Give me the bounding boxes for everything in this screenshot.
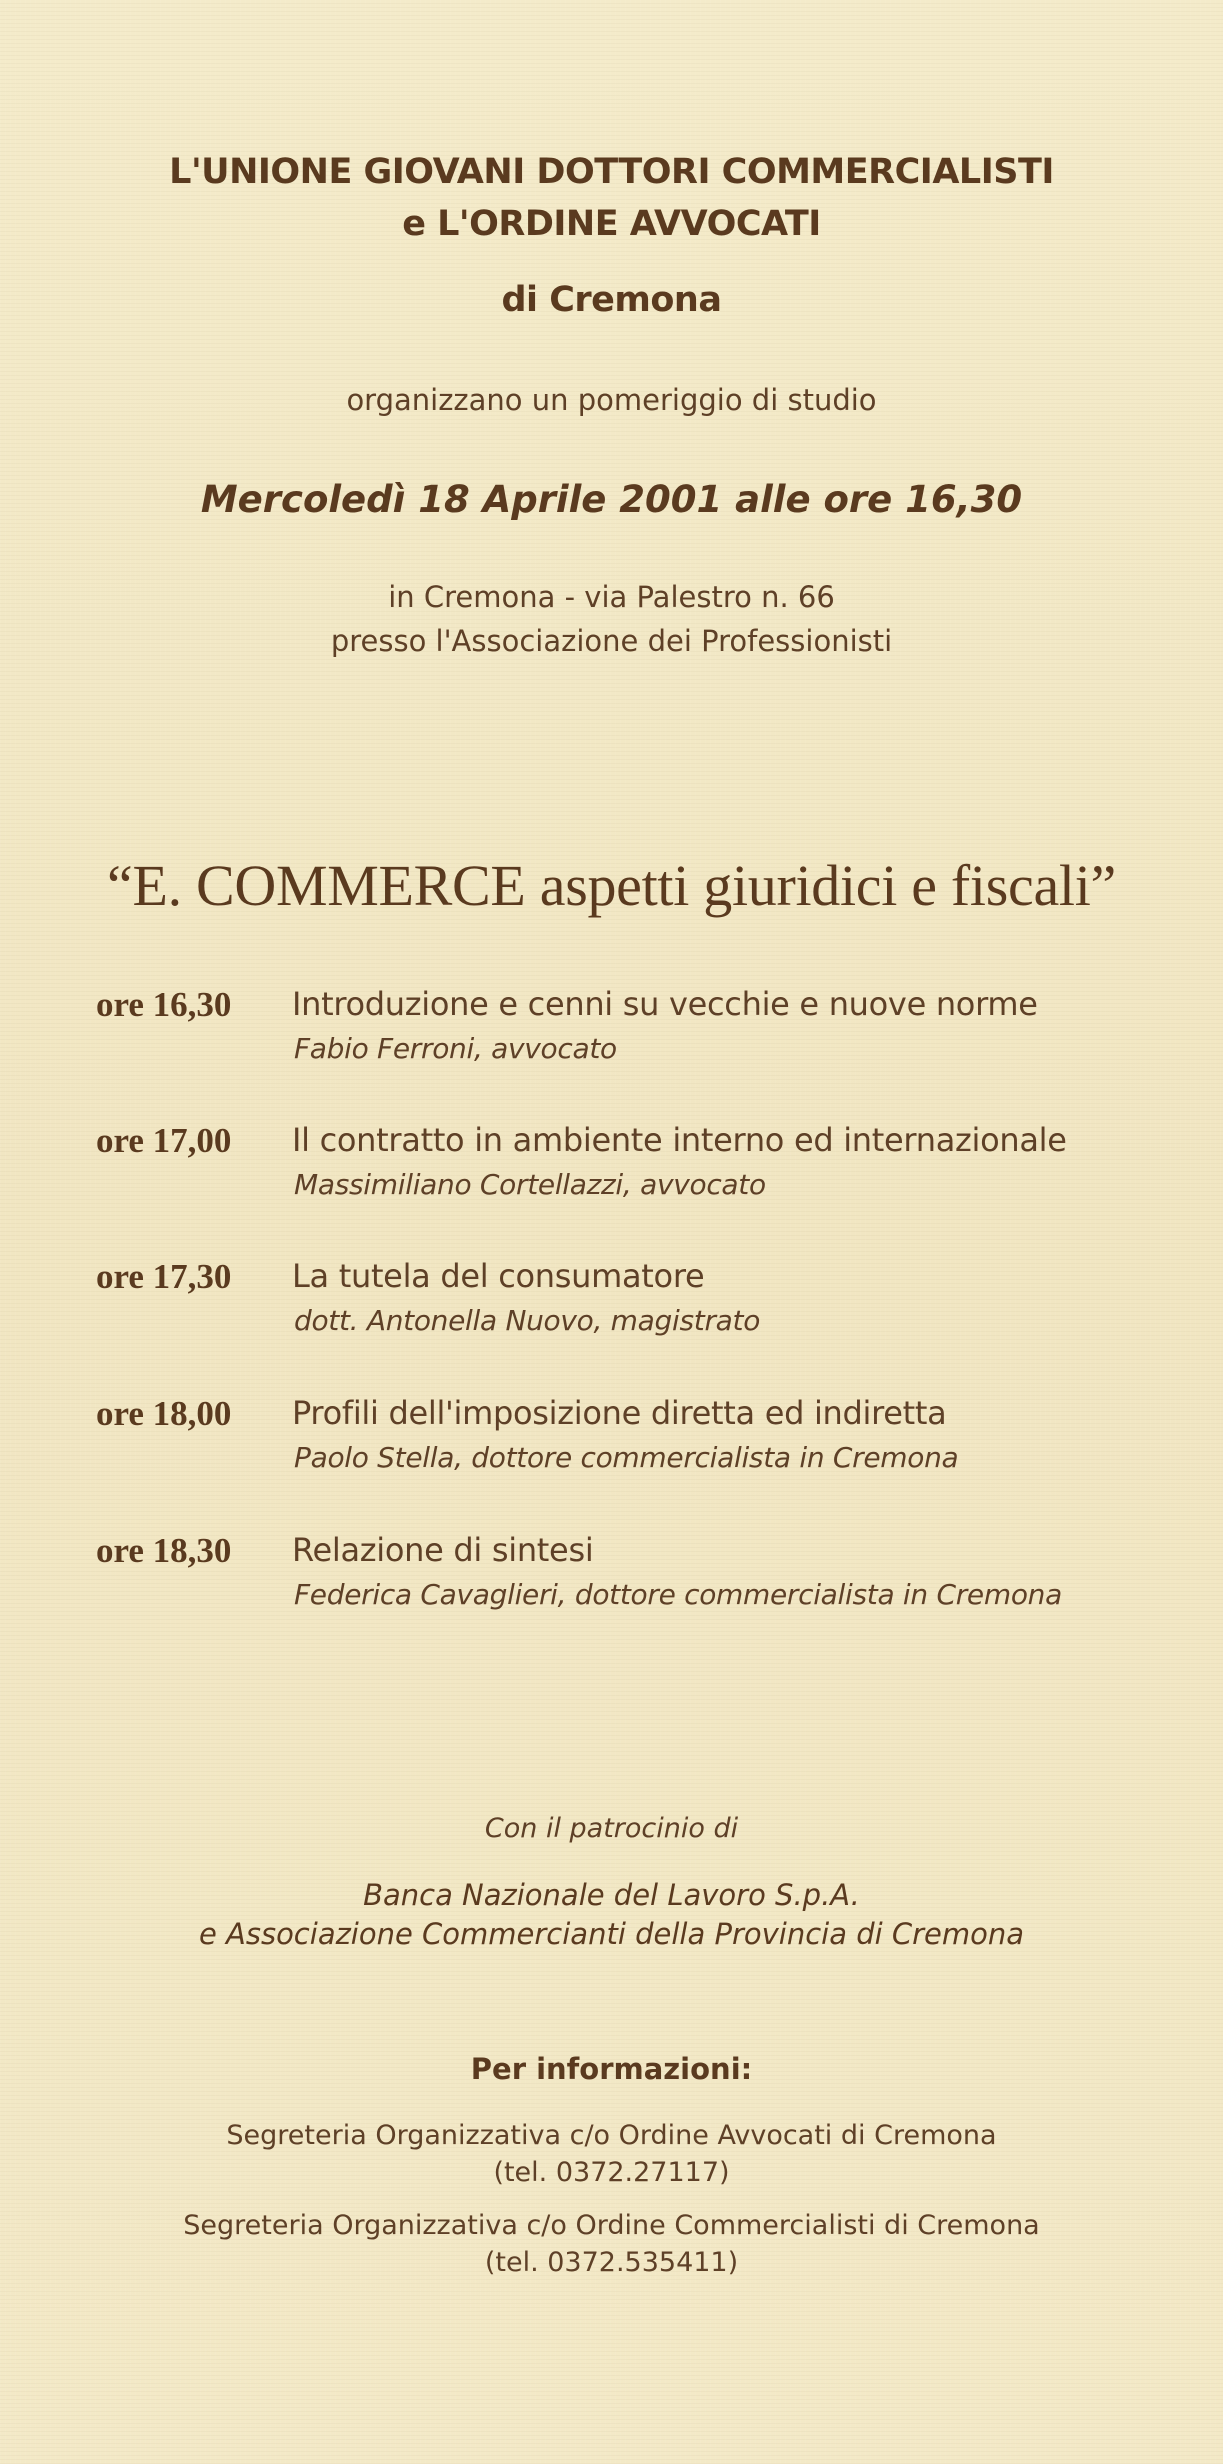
info-title: Per informazioni: [470,2052,753,2086]
info-contact-phone: (tel. 0372.27117) [493,2157,730,2188]
program-time: ore 17,00 [96,1121,232,1160]
info-contact-name: Segreteria Organizzativa c/o Ordine Commercialisti di Cremona [183,2210,1040,2241]
program-item [0,1257,1223,1367]
info-contact-name: Segreteria Organizzativa c/o Ordine Avvocati di Cremona [226,2120,997,2151]
program-speaker: Paolo Stella, dottore commercialista in Cremona [294,1441,959,1474]
program-topic: Introduzione e cenni su vecchie e nuove norme [292,985,1038,1023]
event-date: Mercoledì 18 Aprile 2001 alle ore 16,30 [200,478,1023,521]
patronage-sponsor-2: e Associazione Commercianti della Provincia di Cremona [198,1917,1025,1951]
intro-text: organizzano un pomeriggio di studio [346,383,877,417]
info-contact-phone: (tel. 0372.535411) [484,2247,739,2278]
program-item [0,1394,1223,1504]
patronage-label: Con il patrocinio di [484,1813,739,1844]
patronage-sponsor-1: Banca Nazionale del Lavoro S.p.A. [363,1878,860,1912]
program-speaker: Federica Cavaglieri, dottore commercialista in Cremona [294,1578,1062,1611]
program-topic: La tutela del consumatore [292,1257,705,1295]
program-topic: Profili dell'imposizione diretta ed indiretta [292,1394,947,1432]
program-time: ore 16,30 [96,985,232,1024]
program-topic: Relazione di sintesi [292,1531,594,1569]
program-speaker: dott. Antonella Nuovo, magistrato [294,1304,761,1337]
program-speaker: Fabio Ferroni, avvocato [294,1032,617,1065]
program-speaker: Massimiliano Cortellazzi, avvocato [294,1168,766,1201]
header-organizer-1: L'UNIONE GIOVANI DOTTORI COMMERCIALISTI [169,152,1054,192]
program-topic: Il contratto in ambiente interno ed internazionale [292,1121,1067,1159]
program-item [0,985,1223,1095]
header-city: di Cremona [501,280,722,320]
program-time: ore 18,00 [96,1394,232,1433]
program-time: ore 18,30 [96,1531,232,1570]
program-item [0,1121,1223,1231]
program-item [0,1531,1223,1641]
header-organizer-2: e L'ORDINE AVVOCATI [402,204,821,244]
event-title: “E. COMMERCE aspetti giuridici e fiscali” [107,853,1116,918]
program-time: ore 17,30 [96,1257,232,1296]
location-venue: presso l'Associazione dei Professionisti [330,624,893,658]
location-address: in Cremona - via Palestro n. 66 [388,580,835,614]
